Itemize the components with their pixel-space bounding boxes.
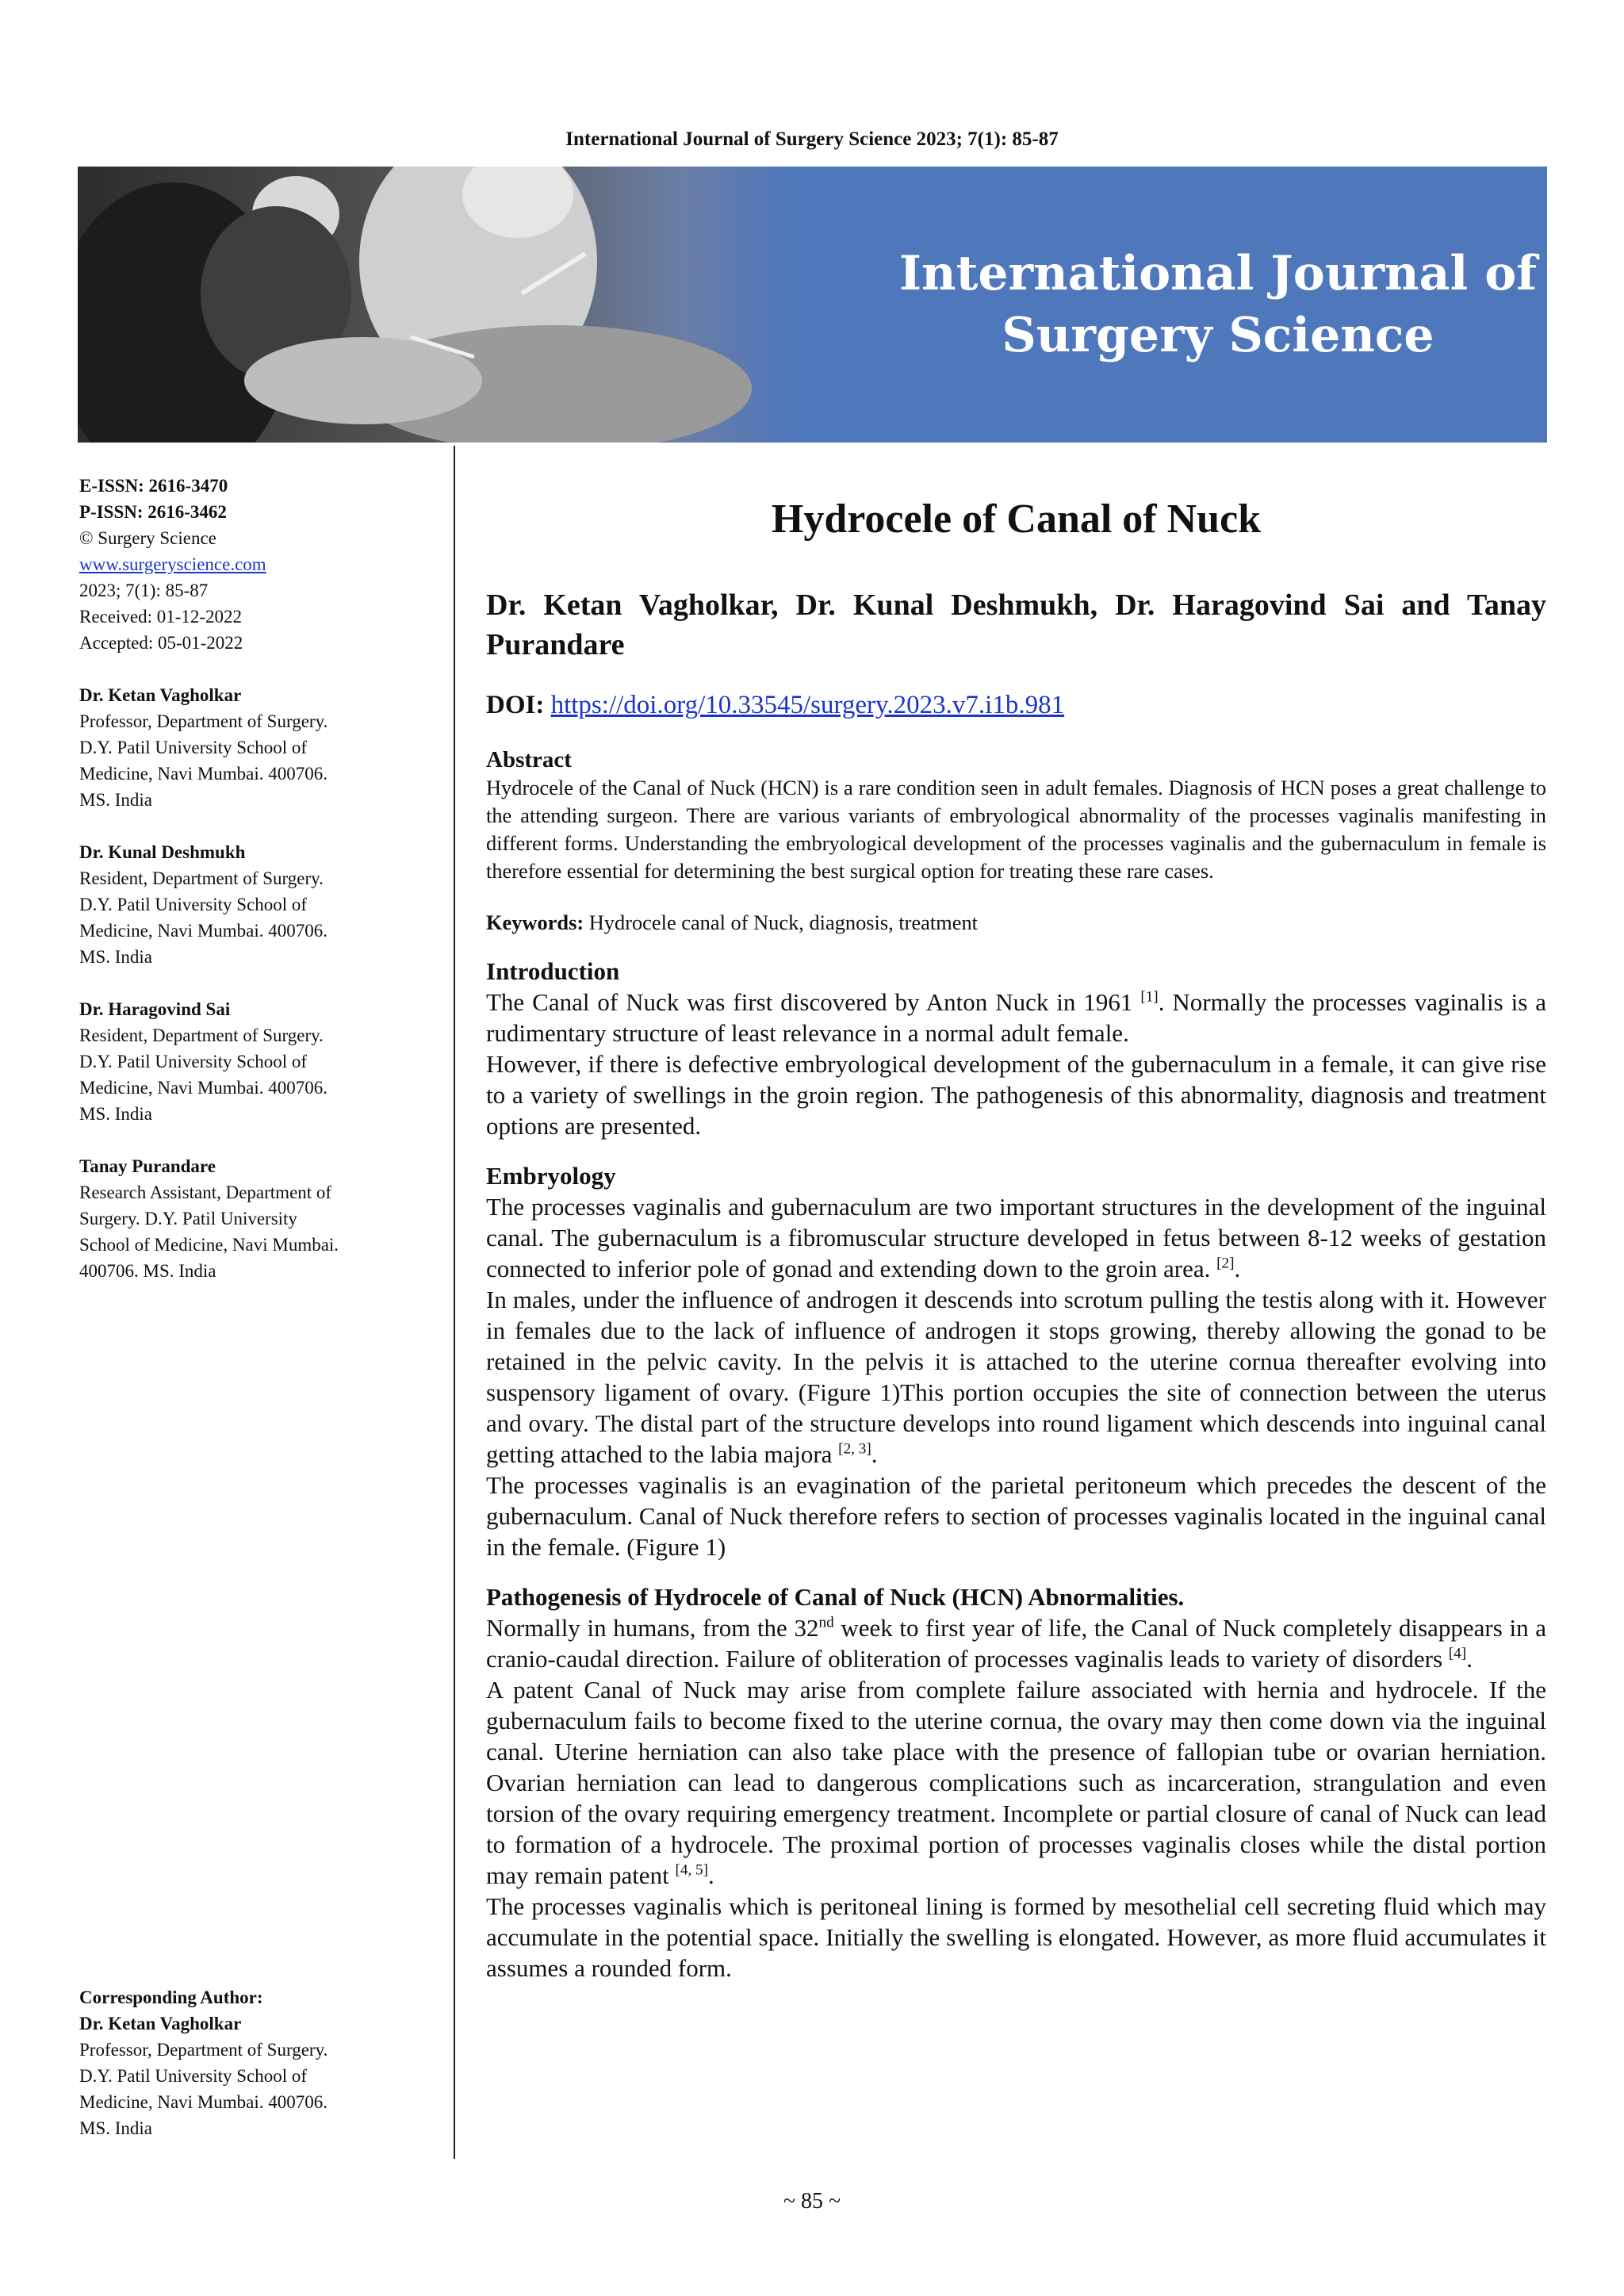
corresponding-name: Dr. Ketan Vagholkar — [79, 2014, 242, 2033]
affiliation-line: MS. India — [79, 947, 152, 967]
citation: [1] — [1140, 988, 1159, 1006]
copyright: © Surgery Science — [79, 528, 216, 548]
affiliation-line: Medicine, Navi Mumbai. 400706. — [79, 1078, 328, 1098]
citation: [2, 3] — [838, 1440, 871, 1458]
affiliation-line: Surgery. D.Y. Patil University — [79, 1209, 297, 1228]
column-divider — [454, 446, 455, 2159]
journal-banner — [78, 167, 1547, 443]
doi-line — [486, 688, 1546, 722]
corresponding-line: D.Y. Patil University School of — [79, 2066, 308, 2086]
banner-title-line1: International Journal of — [898, 246, 1538, 301]
affiliation-name: Dr. Kunal Deshmukh — [79, 842, 246, 862]
doi-link[interactable]: https://doi.org/10.33545/surgery.2023.v7.i1b.981 — [550, 691, 1065, 719]
paragraph: However, if there is defective embryological development of the gubernaculum in a female, it can give rise to a variety of swellings in the groin region. The pathogenesis of this abnormality, diagnosis and treatment options are presented. — [486, 1050, 1546, 1140]
page-number: ~ 85 ~ — [783, 2189, 841, 2214]
affiliation-1 — [79, 682, 412, 813]
abstract-text: Hydrocele of the Canal of Nuck (HCN) is a rare condition seen in adult females. Diagnosis of HCN poses a great challenge to the attending surgeon. There are various variants of embryological abnormality of the processes vaginalis manifesting in different forms. Understanding the embryological development of the processes vaginalis and the gubernaculum in female is therefore essential for determining the best surgical option for treating these rare cases. — [486, 776, 1546, 883]
citation: [2] — [1216, 1255, 1235, 1272]
corresponding-line: Professor, Department of Surgery. — [79, 2040, 328, 2060]
paragraph: The processes vaginalis is an evagination of the parietal peritoneum which precedes the descent of the gubernaculum. Canal of Nuck therefore refers to section of processes vaginalis located in the inguinal canal in the female. (Figure 1) — [486, 1471, 1546, 1561]
banner-title — [893, 243, 1543, 366]
affiliation-line: MS. India — [79, 790, 152, 810]
corresponding-author — [79, 1984, 412, 2141]
abstract-heading: Abstract — [486, 747, 572, 772]
affiliation-line: School of Medicine, Navi Mumbai. — [79, 1235, 339, 1255]
affiliation-line: D.Y. Patil University School of — [79, 738, 308, 757]
affiliation-line: D.Y. Patil University School of — [79, 895, 308, 914]
surgery-photo — [78, 167, 791, 443]
affiliation-name: Tanay Purandare — [79, 1156, 216, 1176]
paragraph: A patent Canal of Nuck may arise from complete failure associated with hernia and hydrocele. If the gubernaculum fails to become fixed to the uterine cornua, the ovary may then come down via the inguinal canal. Uterine herniation can also take place with the presence of fallopian tube or ovarian herniation. Ovarian herniation can lead to dangerous complications such as incarceration, strangulation and even torsion of the ovary requiring emergency treatment. Incomplete or partial closure of canal of Nuck can lead to formation of a hydrocele. The proximal portion of processes vaginalis closes while the distal portion may remain patent [4, 5]. — [486, 1676, 1546, 1889]
paragraph: The processes vaginalis and gubernaculum are two important structures in the development of the inguinal canal. The gubernaculum is a fibromuscular structure developed in fetus between 8-12 weeks of gestation connected to inferior pole of gonad and extending down to the groin area. [2]. — [486, 1193, 1546, 1282]
paragraph: In males, under the influence of androgen it descends into scrotum pulling the testis along with it. However in females due to the lack of influence of androgen it stops growing, thereby allowing the gonad to be retained in the pelvic cavity. In the pelvis it is attached to the uterine cornua thereafter evolving into suspensory ligament of ovary. (Figure 1)This portion occupies the site of connection between the uterus and ovary. The distal part of the structure develops into round ligament which descends into inguinal canal getting attached to the labia majora [2, 3]. — [486, 1286, 1546, 1468]
affiliation-line: Research Assistant, Department of — [79, 1182, 332, 1202]
accepted-date: Accepted: 05-01-2022 — [79, 633, 243, 653]
paragraph: The Canal of Nuck was first discovered by Anton Nuck in 1961 [1]. Normally the processes vaginalis is a rudimentary structure of least relevance in a normal adult female. — [486, 988, 1546, 1047]
keywords-label: Keywords: — [486, 910, 584, 934]
affiliation-name: Dr. Haragovind Sai — [79, 999, 231, 1019]
doi-label: DOI: — [486, 691, 545, 719]
affiliation-line: Medicine, Navi Mumbai. 400706. — [79, 921, 328, 941]
affiliation-4 — [79, 1153, 412, 1284]
article-body — [486, 492, 1546, 1984]
affiliation-2 — [79, 839, 412, 970]
affiliation-3 — [79, 996, 412, 1127]
affiliation-line: Professor, Department of Surgery. — [79, 711, 328, 731]
affiliation-line: D.Y. Patil University School of — [79, 1052, 308, 1071]
citation: [4, 5] — [675, 1861, 709, 1879]
affiliation-line: Resident, Department of Surgery. — [79, 1025, 324, 1045]
volume-info: 2023; 7(1): 85-87 — [79, 581, 209, 600]
pissn: P-ISSN: 2616-3462 — [79, 502, 227, 522]
corresponding-line: Medicine, Navi Mumbai. 400706. — [79, 2092, 328, 2112]
affiliation-line: Medicine, Navi Mumbai. 400706. — [79, 764, 328, 784]
section-heading-pathogenesis: Pathogenesis of Hydrocele of Canal of Nuck (HCN) Abnormalities. — [486, 1583, 1185, 1611]
corresponding-line: MS. India — [79, 2118, 152, 2138]
section-heading-introduction: Introduction — [486, 957, 620, 985]
paragraph: The processes vaginalis which is peritoneal lining is formed by mesothelial cell secreting fluid which may accumulate in the potential space. Initially the swelling is elongated. However, as more fluid accumulates it assumes a rounded form. — [486, 1892, 1546, 1982]
running-header: International Journal of Surgery Science 2023; 7(1): 85-87 — [565, 128, 1059, 150]
keywords-text: Hydrocele canal of Nuck, diagnosis, treatment — [588, 910, 978, 934]
keywords — [486, 909, 1546, 937]
citation: [4] — [1448, 1645, 1467, 1662]
corresponding-label: Corresponding Author: — [79, 1987, 263, 2007]
article-title: Hydrocele of Canal of Nuck — [771, 496, 1262, 542]
ordinal-suffix: nd — [818, 1614, 834, 1631]
affiliation-name: Dr. Ketan Vagholkar — [79, 685, 242, 705]
author-list: Dr. Ketan Vagholkar, Dr. Kunal Deshmukh, Dr. Haragovind Sai and Tanay Purandare — [486, 588, 1546, 661]
affiliation-line: Resident, Department of Surgery. — [79, 868, 324, 888]
affiliation-line: 400706. MS. India — [79, 1261, 216, 1281]
affiliation-line: MS. India — [79, 1104, 152, 1124]
banner-title-line2: Surgery Science — [1002, 308, 1434, 363]
article-metadata — [79, 473, 412, 1284]
section-heading-embryology: Embryology — [486, 1162, 616, 1190]
website-link[interactable]: www.surgeryscience.com — [79, 554, 266, 574]
paragraph: Normally in humans, from the 32nd week to first year of life, the Canal of Nuck completely disappears in a cranio-caudal direction. Failure of obliteration of processes vaginalis leads to variety of disorders [4]. — [486, 1614, 1546, 1673]
received-date: Received: 01-12-2022 — [79, 607, 243, 627]
eissn: E-ISSN: 2616-3470 — [79, 476, 228, 496]
